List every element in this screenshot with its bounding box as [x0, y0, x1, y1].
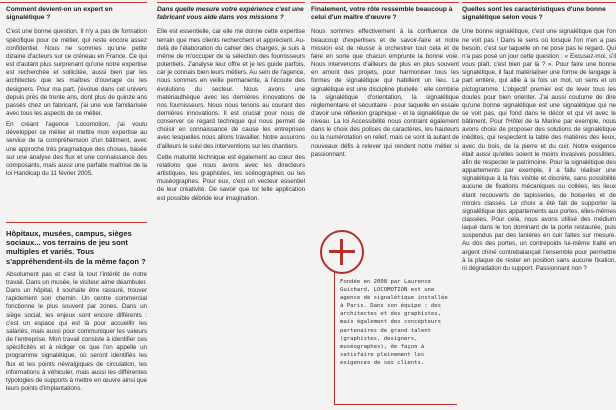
column-1	[0, 0, 147, 410]
question-fabricant: Dans quelle mesure votre expérience c'est une fabricant vous aide dans vos missions ?	[157, 6, 304, 22]
answer-experts-1: C'est une bonne question. Il n'y a pas de formation spécifique pour ce métier, qui reste encore assez confidentiel. Nous ne sommes qu'une petite dizaine d'acteurs sur ce créneau en France. Ce qui est d'autant plus surprenant qu'une notre expertise est recherchée et sollicitée, aussi bien par les architectes que les maîtres d'ouvrage ou les designers. Pour ma part, j'évolue dans cet univers depuis près de trente ans, dont plus de quinze ans passés chez un fabricant, j'ai une vue familiarisée avec tous les aspects de ce métier.	[6, 28, 147, 117]
answer-maitre-oeuvre: Nous sommes effectivement à la confluence de beaucoup d'expertises et de savoir-faire et notre mission est de réussir à orchestrer tout cela et de faire en sorte que chacun emprunte la bonne voie. Nous intervenons d'ailleurs de plus en plus souvent en amont des projets, pour harmoniser tous les formes de signalétique qui habillent un lieu. La signalétique est une discipline plurielle : elle combine la signalétique d'orientation, la signalétique réglementaire et sécuritaire - pour laquelle en essaie d'avoir une réflexion graphique - et la signalétique de niveau. La loi Accessibilité nous contraint également dans le choix des polices de caractères, les hauteurs ou la numérotation en relief, mais ce sont là autant de nouveaux défis à relever qui rendent notre métier si passionnant.	[311, 28, 459, 158]
answer-fabricant-1: Elle est essentielle, car elle me donne cette expertise terrain que mes clients recherchent et apprécient. Au-delà de l'élaboration du cahier des charges, je suis à même de m'occuper de la sélection des fournisseurs potentiels. J'analyse leur offre et je les guide parfois, car je connais bien leurs métiers. Au sein de l'agence, nous sommes en veille permanente, à l'écoute des évolutions du secteur. Nous avons une matériauthèque avec les dernières innovations de nos fournisseurs. Nous nous tenons au courant des dernières innovations. Il est crucial pour nous de conserver ce regard technique qui nous permet de choisir en connaissance de cause les entreprises avec lesquelles nous allons travailler. Notre assurons d'ailleurs le suivi des interventions sur les chantiers.	[157, 28, 305, 150]
answer-caracteristiques: Une bonne signalétique, c'est une signalétique que l'on ne voit pas ! Dans le sens où lorsque l'on n'en a pas besoin, c'est sur laquelle on ne pose pas le regard. Qui n'a pas posé un jour cette question : « Excusez-moi, s'il vous plaît, c'est bien par là ? ». Pour faire une bonne signalétique, il faut matérialiser une forme de langage à part entière, qui allie à la fois un mot, un sens et un pictogramme. L'objectif premier est de lever tous les doutes pour bien orienter. J'ai aussi coutume de dire qu'une bonne signalétique est une signalétique qui ne se voit pas, qui fond dans le décor et qui vit avec le bâtiment. Pour l'Hôtel de la Marine par exemple, nous avons choisi de proposer des solutions de signalétique inédites, qui respectent la table des matières des lieux, avec du bois, de la pierre et du cuir. Notre exigence était aussi qu'elles soient le moins invasives possibles, afin de respecter le patrimoine. Pour la signalétique des appartements par exemple, il a fallu réaliser une signalétique à la fois visible et discrète, sans possibilité aucune de fixations mécaniques ou collées, les lieux étant recouverts de tapisseries, de boiseries et de miroirs classés. Le choix a été fait de supporter la signalétique des appartements aux portes, elles-mêmes classées. Pour cela, nous avons utilisé des médium laqué dans le ton dominant de la porte restaurée, puis suspendus par des lanières en cuir faites sur mesure. Au dos des portes, un contrepoids lui-même traité en argent chiné contrebalançait l'ensemble pour permettre à la plaque de rester en position sans aucune fixation, ni dégradation du support. Passionnant non ?	[462, 28, 616, 272]
column-2	[157, 0, 305, 410]
info-box-text: Fondée en 2008 par Laurence Guichard, LOCOMOTION est une agence de signalétique installée à Paris. Dans son équipe : des architectes et des graphistes, mais également des concepteurs partenaires de grand talent (graphistes, designers, muséographes), de façon à satisfaire pleinement les exigences de ses clients.	[340, 279, 448, 366]
column-4	[462, 0, 616, 410]
answer-experts-2: En créant l'agence Locomotion, j'ai voulu développer ce métier et mettre mon expertise au service de la compréhension d'un bâtiment, avec une approche très pragmatique des choses, basée sur une analyse des flux et une connaissance des composants, mais aussi une parfaite maîtrise de la loi Handicap du 11 février 2005.	[6, 121, 147, 178]
plus-icon	[320, 230, 364, 274]
answer-terrains: Absolument pas et c'est là tout l'intérêt de notre travail. Dans un musée, le visiteur aime déambuler. Dans un hôpital, il souhaite être rassuré, trouver rapidement son chemin. Un centre commercial fonctionne le plus souvent par zones. Dans un siège social, les enjeux sont encore différents : c'est un espace qui est là pour accueillir les salariés, mais aussi pour communiquer les valeurs de l'entreprise. Mon travail consiste à identifier ces spécificités et à rédiger ce que l'on appelle un programme signalétique, où seront identifiés les flux et les points névralgiques de circulation, les informations à véhiculer, mais aussi les différentes typologies de supports à mettre en œuvre ainsi que leurs points d'implantations.	[6, 270, 148, 392]
answer-fabricant-2: Cette maturité technique est également au cœur des relations que nous avons avec les directeurs artistiques, les graphistes, les scénographes ou les muséographes. Pour eux, c'est un vecteur essentiel de leur créativité. De savoir que toi telle application est possible débride leur imagination.	[157, 153, 305, 202]
question-terrains: Hôpitaux, musées, campus, sièges sociaux... vos terrains de jeu sont multiples et variés. Tous s'appréhendent-ils de la même façon ?	[6, 229, 146, 266]
question-maitre-oeuvre: Finalement, votre rôle ressemble beaucoup à celui d'un maître d'œuvre ?	[311, 6, 453, 22]
rule-col1b	[6, 222, 147, 223]
question-caracteristiques: Quelles sont les caractéristiques d'une bonne signalétique selon vous ?	[462, 6, 606, 22]
question-experts: Comment devient-on un expert en signalétique ?	[6, 6, 113, 22]
